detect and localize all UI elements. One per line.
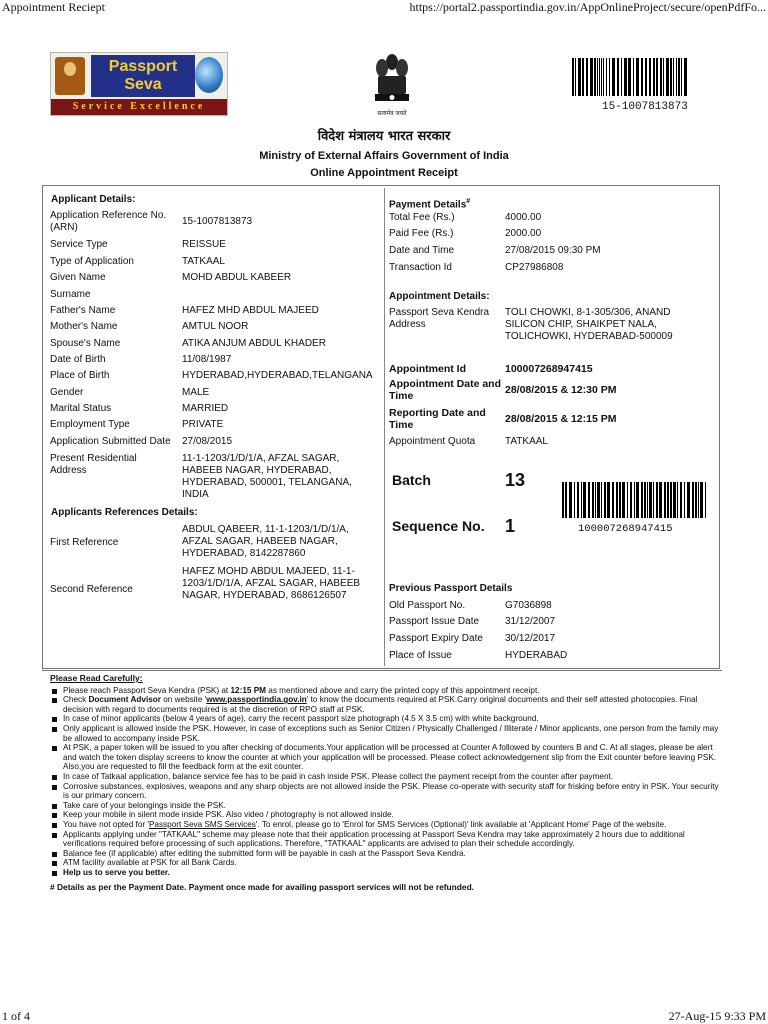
batch-label: Batch (392, 472, 431, 488)
value-old-passport: G7036898 (505, 600, 552, 611)
value-service-type: REISSUE (182, 239, 226, 250)
value-total-fee: 4000.00 (505, 212, 542, 223)
note-item: In case of minor applicants (below 4 years of age), carry the recent passport size photograph (4.5 X 3.5 cm) with white background. (50, 714, 720, 724)
value-payment-datetime: 27/08/2015 09:30 PM (505, 245, 601, 256)
note-item: Corrosive substances, explosives, weapons and any sharp objects are not allowed inside the PSK. Please co-operate with security staff for frisking before entry in PSK. Your security is our primary concern. (50, 782, 720, 801)
previous-passport-heading: Previous Passport Details (389, 583, 513, 594)
logo-title-line1: Passport (108, 58, 178, 75)
value-submitted-date: 27/08/2015 (182, 436, 233, 447)
ministry-hindi: विदेश मंत्रालय भारत सरकार (317, 129, 451, 144)
label-service-type: Service Type (50, 239, 108, 250)
value-place-of-birth: HYDERABAD,HYDERABAD,TELANGANA (182, 370, 373, 381)
emblem-caption: सत्यमेव जयते (377, 111, 407, 117)
label-given-name: Given Name (50, 272, 106, 283)
logo-title-line2: Seva (124, 76, 162, 93)
value-application-type: TATKAAL (182, 256, 225, 267)
value-mother-name: AMTUL NOOR (182, 321, 249, 332)
ministry-title: Ministry of External Affairs Government of India (259, 150, 509, 162)
value-employment-type: PRIVATE (182, 419, 224, 430)
logo-tagline: Service Excellence (51, 99, 227, 115)
notes-footer: # Details as per the Payment Date. Payment once made for availing passport services will not be refunded. (50, 882, 475, 893)
appointment-barcode-text: 100007268947415 (578, 523, 673, 535)
label-appointment-quota: Appointment Quota (389, 436, 476, 447)
label-second-reference: Second Reference (50, 584, 133, 595)
sequence-value: 1 (505, 516, 516, 536)
note-text: on website ' (160, 695, 207, 705)
label-father-name: Father's Name (50, 305, 116, 316)
notes-section (50, 674, 720, 893)
note-bold: 12:15 PM (230, 685, 266, 695)
label-surname: Surname (50, 289, 91, 300)
receipt-frame (42, 185, 720, 669)
label-first-reference: First Reference (50, 537, 119, 548)
barcode-gap (687, 58, 689, 96)
note-text: '. To enrol, please go to 'Enrol for SMS Services (Optional)' link available at 'Applicant Home' Page of the website. (255, 819, 667, 829)
label-paid-fee: Paid Fee (Rs.) (389, 228, 454, 239)
label-spouse-name: Spouse's Name (50, 338, 121, 349)
value-spouse-name: ATIKA ANJUM ABDUL KHADER (182, 338, 326, 349)
value-place-of-issue: HYDERABAD (505, 650, 568, 661)
value-gender: MALE (182, 387, 210, 398)
value-address: 11-1-1203/1/D/1/A, AFZAL SAGAR, HABEEB NAGAR, HYDERABAD, HYDERABAD, 500001, TELANGANA, INDIA (182, 453, 352, 500)
value-issue-date: 31/12/2007 (505, 616, 556, 627)
notes-list (50, 686, 720, 878)
label-gender: Gender (50, 387, 84, 398)
value-psk-address: TOLI CHOWKI, 8-1-305/306, ANAND SILICON CHIP, SHAIKPET NALA, TOLICHOWKI, HYDERABAD-500009 (505, 307, 673, 342)
label-application-type: Type of Application (50, 256, 134, 267)
payment-heading-text: Payment Details (389, 199, 467, 211)
applicant-heading: Applicant Details: (51, 194, 136, 205)
label-transaction-id: Transaction Id (389, 262, 452, 273)
label-place-of-issue: Place of Issue (389, 650, 452, 661)
value-second-reference: HAFEZ MOHD ABDUL MAJEED, 11-1-1203/1/D/1/A, AFZAL SAGAR, HABEEB NAGAR, HYDERABAD, 8686126507 (182, 566, 361, 601)
notes-divider (42, 670, 722, 671)
emblem-icon (55, 57, 85, 95)
label-payment-datetime: Date and Time (389, 245, 455, 256)
note-text: Please reach Passport Seva Kendra (PSK) at (63, 685, 231, 695)
sequence-label: Sequence No. (392, 518, 485, 534)
payment-heading-mark: # (466, 198, 471, 205)
note-item: Applicants applying under "TATKAAL" scheme may please note that their application processing at Passport Seva Kendra may take approximately 2 hours due to additional verifications required before processing of such applications. Therefore, "TATKAAL" applicants are advised to plan their schedule accordingly. (50, 830, 720, 849)
label-old-passport: Old Passport No. (389, 600, 466, 611)
arn-barcode (572, 58, 690, 96)
note-item (50, 695, 720, 714)
payment-heading (389, 196, 470, 211)
label-appointment-id: Appointment Id (389, 363, 466, 375)
label-submitted-date: Application Submitted Date (50, 436, 171, 447)
notes-heading: Please Read Carefully: (50, 673, 143, 683)
note-item (50, 686, 720, 696)
receipt-title: Online Appointment Receipt (310, 167, 458, 179)
value-arn: 15-1007813873 (182, 216, 253, 227)
note-item: In case of Tatkaal application, balance service fee has to be paid in cash inside PSK. Please collect the payment receipt from the counter after payment. (50, 772, 720, 782)
appointment-heading: Appointment Details: (389, 291, 490, 302)
note-item (50, 820, 720, 830)
globe-icon (195, 57, 223, 93)
batch-value: 13 (505, 470, 526, 490)
value-appointment-quota: TATKAAL (505, 436, 548, 447)
label-mother-name: Mother's Name (50, 321, 118, 332)
references-heading: Applicants References Details: (51, 507, 198, 518)
note-item: Take care of your belongings inside the PSK. (50, 801, 720, 811)
label-total-fee: Total Fee (Rs.) (389, 212, 455, 223)
note-item: Balance fee (if applicable) after editing the submitted form will be payable in cash at the Passport Seva Kendra. (50, 849, 720, 859)
page-title: Appointment Reciept (2, 0, 105, 14)
label-address: Present Residential Address (50, 453, 137, 476)
label-place-of-birth: Place of Birth (50, 370, 110, 381)
appointment-barcode (562, 482, 710, 518)
value-dob: 11/08/1987 (182, 354, 232, 365)
note-bold: Document Advisor (88, 695, 161, 705)
note-text: ' to know the documents required at PSK.Carry original documents and their self attested photocopies. Final decision with regard to documents required is at the discretion of RPO staff at PSK. (63, 695, 698, 714)
label-employment-type: Employment Type (50, 419, 130, 430)
value-appointment-id: 100007268947415 (505, 363, 593, 375)
value-appointment-datetime: 28/08/2015 & 12:30 PM (505, 384, 617, 396)
value-transaction-id: CP27986808 (505, 262, 564, 273)
label-appointment-datetime: Appointment Date and Time (389, 378, 501, 402)
note-text: as mentioned above and carry the printed copy of this appointment receipt. (265, 685, 540, 695)
page-count: 1 of 4 (2, 1009, 30, 1023)
value-reporting-datetime: 28/08/2015 & 12:15 PM (505, 413, 617, 425)
value-expiry-date: 30/12/2017 (505, 633, 556, 644)
label-issue-date: Passport Issue Date (389, 616, 480, 627)
note-text: You have not opted for ' (63, 819, 149, 829)
website-link[interactable]: www.passportindia.gov.in (206, 695, 307, 705)
note-text: Check (63, 695, 89, 705)
page-url[interactable]: https://portal2.passportindia.gov.in/AppOnlineProject/secure/openPdfFo... (409, 0, 766, 14)
label-expiry-date: Passport Expiry Date (389, 633, 483, 644)
passport-seva-logo (50, 52, 228, 116)
label-arn: Application Reference No.(ARN) (50, 210, 167, 233)
print-time: 27-Aug-15 9:33 PM (668, 1009, 766, 1023)
logo-title (91, 55, 195, 97)
note-item: Keep your mobile in silent mode inside PSK. Also video / photography is not allowed inside. (50, 810, 720, 820)
barcode-gap (706, 482, 708, 518)
label-psk-address: Passport Seva Kendra Address (389, 307, 490, 330)
value-marital-status: MARRIED (182, 403, 229, 414)
note-item: At PSK, a paper token will be issued to you after checking of documents.Your application will be processed at Counter A followed by counters B and C. At all stages, please be alert and watch the token display screens to know the counter at which your application will be processed. Please collect acknowledgement slip from the Exit counter before leaving PSK. Also,you are requested to fill the feedback form at the exit counter. (50, 743, 720, 772)
value-paid-fee: 2000.00 (505, 228, 542, 239)
value-first-reference: ABDUL QABEER, 11-1-1203/1/D/1/A, AFZAL SAGAR, HABEEB NAGAR, HYDERABAD, 8142287860 (182, 524, 349, 559)
value-father-name: HAFEZ MHD ABDUL MAJEED (182, 305, 319, 316)
arn-barcode-text: 15-1007813873 (602, 101, 688, 113)
label-dob: Date of Birth (50, 354, 106, 365)
column-divider (384, 188, 385, 666)
label-marital-status: Marital Status (50, 403, 112, 414)
note-item: Help us to serve you better. (50, 868, 720, 878)
note-item: Only applicant is allowed inside the PSK. However, in case of exceptions such as Senior Citizen / Physically Challenged / Illiterate / Minor applicants, one person from the family may be allowed to accompany inside PSK. (50, 724, 720, 743)
note-item: ATM facility available at PSK for all Bank Cards. (50, 858, 720, 868)
value-given-name: MOHD ABDUL KABEER (182, 272, 292, 283)
label-reporting-datetime: Reporting Date and Time (389, 407, 486, 431)
sms-services-link[interactable]: Passport Seva SMS Services (148, 819, 256, 829)
national-emblem (372, 50, 412, 120)
